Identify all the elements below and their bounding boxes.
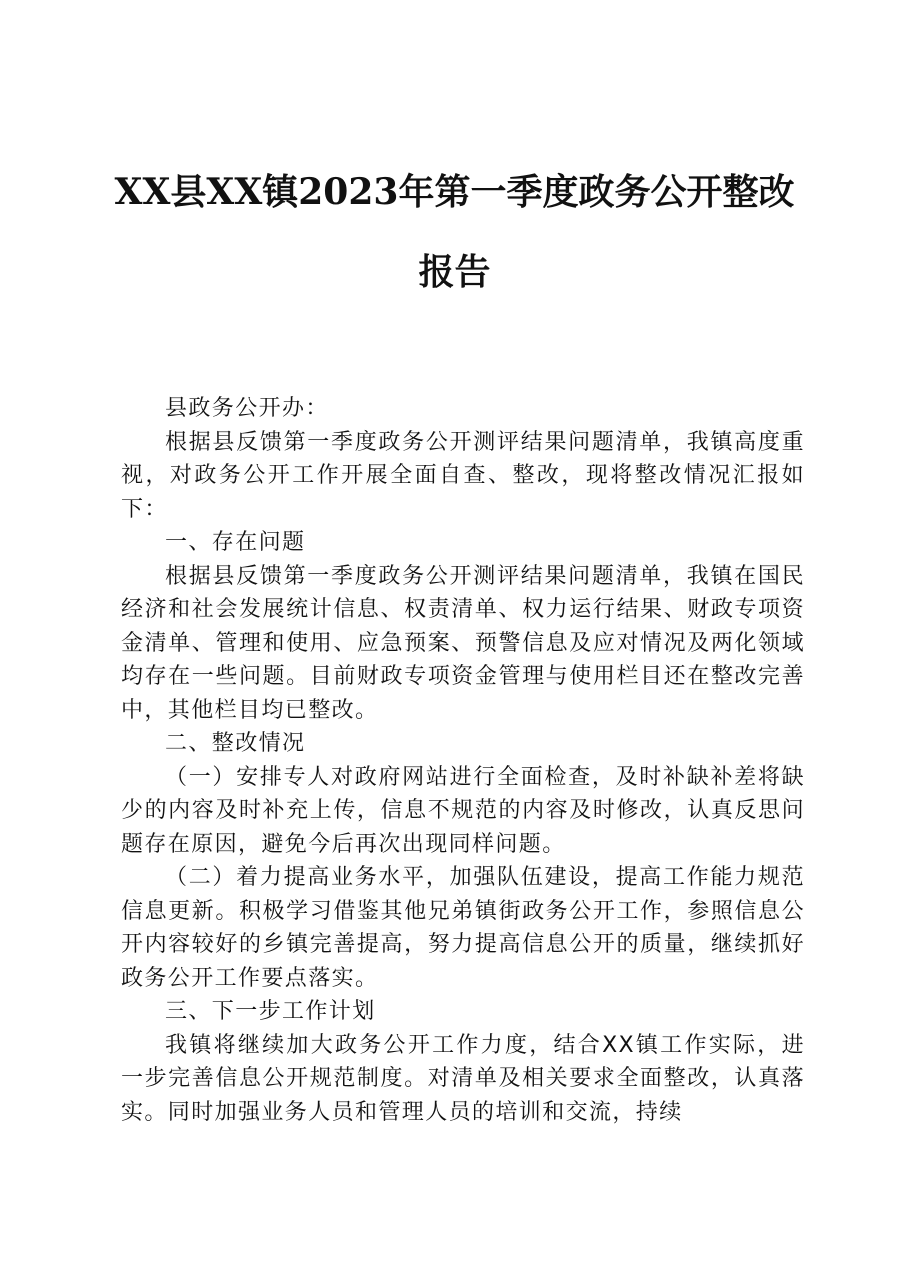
salutation: 县政务公开办：: [165, 396, 329, 421]
paragraph-rectification-1: （一）安排专人对政府网站进行全面检查，及时补缺补差将缺少的内容及时补充上传，信息不规范的内容及时修改，认真反思问题存在原因，避免今后再次出现同样问题。: [121, 764, 805, 857]
paragraph-problems: 根据县反馈第一季度政务公开测评结果问题清单，我镇在国民经济和社会发展统计信息、权责清单、权力运行结果、财政专项资金清单、管理和使用、应急预案、预警信息及应对情况及两化领域均存在一些问题。目前财政专项资金管理与使用栏目还在整改完善中，其他栏目均已整改。: [121, 563, 805, 723]
document-title: XX县XX镇2023年第一季度政务公开整改报告: [114, 171, 795, 293]
paragraph-intro: 根据县反馈第一季度政务公开测评结果问题清单，我镇高度重视，对政务公开工作开展全面自查、整改，现将整改情况汇报如下：: [121, 429, 805, 522]
section-heading-rectification: 二、整改情况: [165, 731, 306, 756]
section-heading-problems: 一、存在问题: [165, 530, 306, 555]
document-body: [121, 392, 805, 1129]
section-heading-next-steps: 三、下一步工作计划: [165, 999, 376, 1024]
paragraph-next-steps: 我镇将继续加大政务公开工作力度，结合XX镇工作实际，进一步完善信息公开规范制度。对清单及相关要求全面整改，认真落实。同时加强业务人员和管理人员的培训和交流，持续: [121, 1032, 805, 1125]
paragraph-rectification-2: （二）着力提高业务水平，加强队伍建设，提高工作能力规范信息更新。积极学习借鉴其他兄弟镇街政务公开工作，参照信息公开内容较好的乡镇完善提高，努力提高信息公开的质量，继续抓好政务公开工作要点落实。: [121, 865, 805, 991]
